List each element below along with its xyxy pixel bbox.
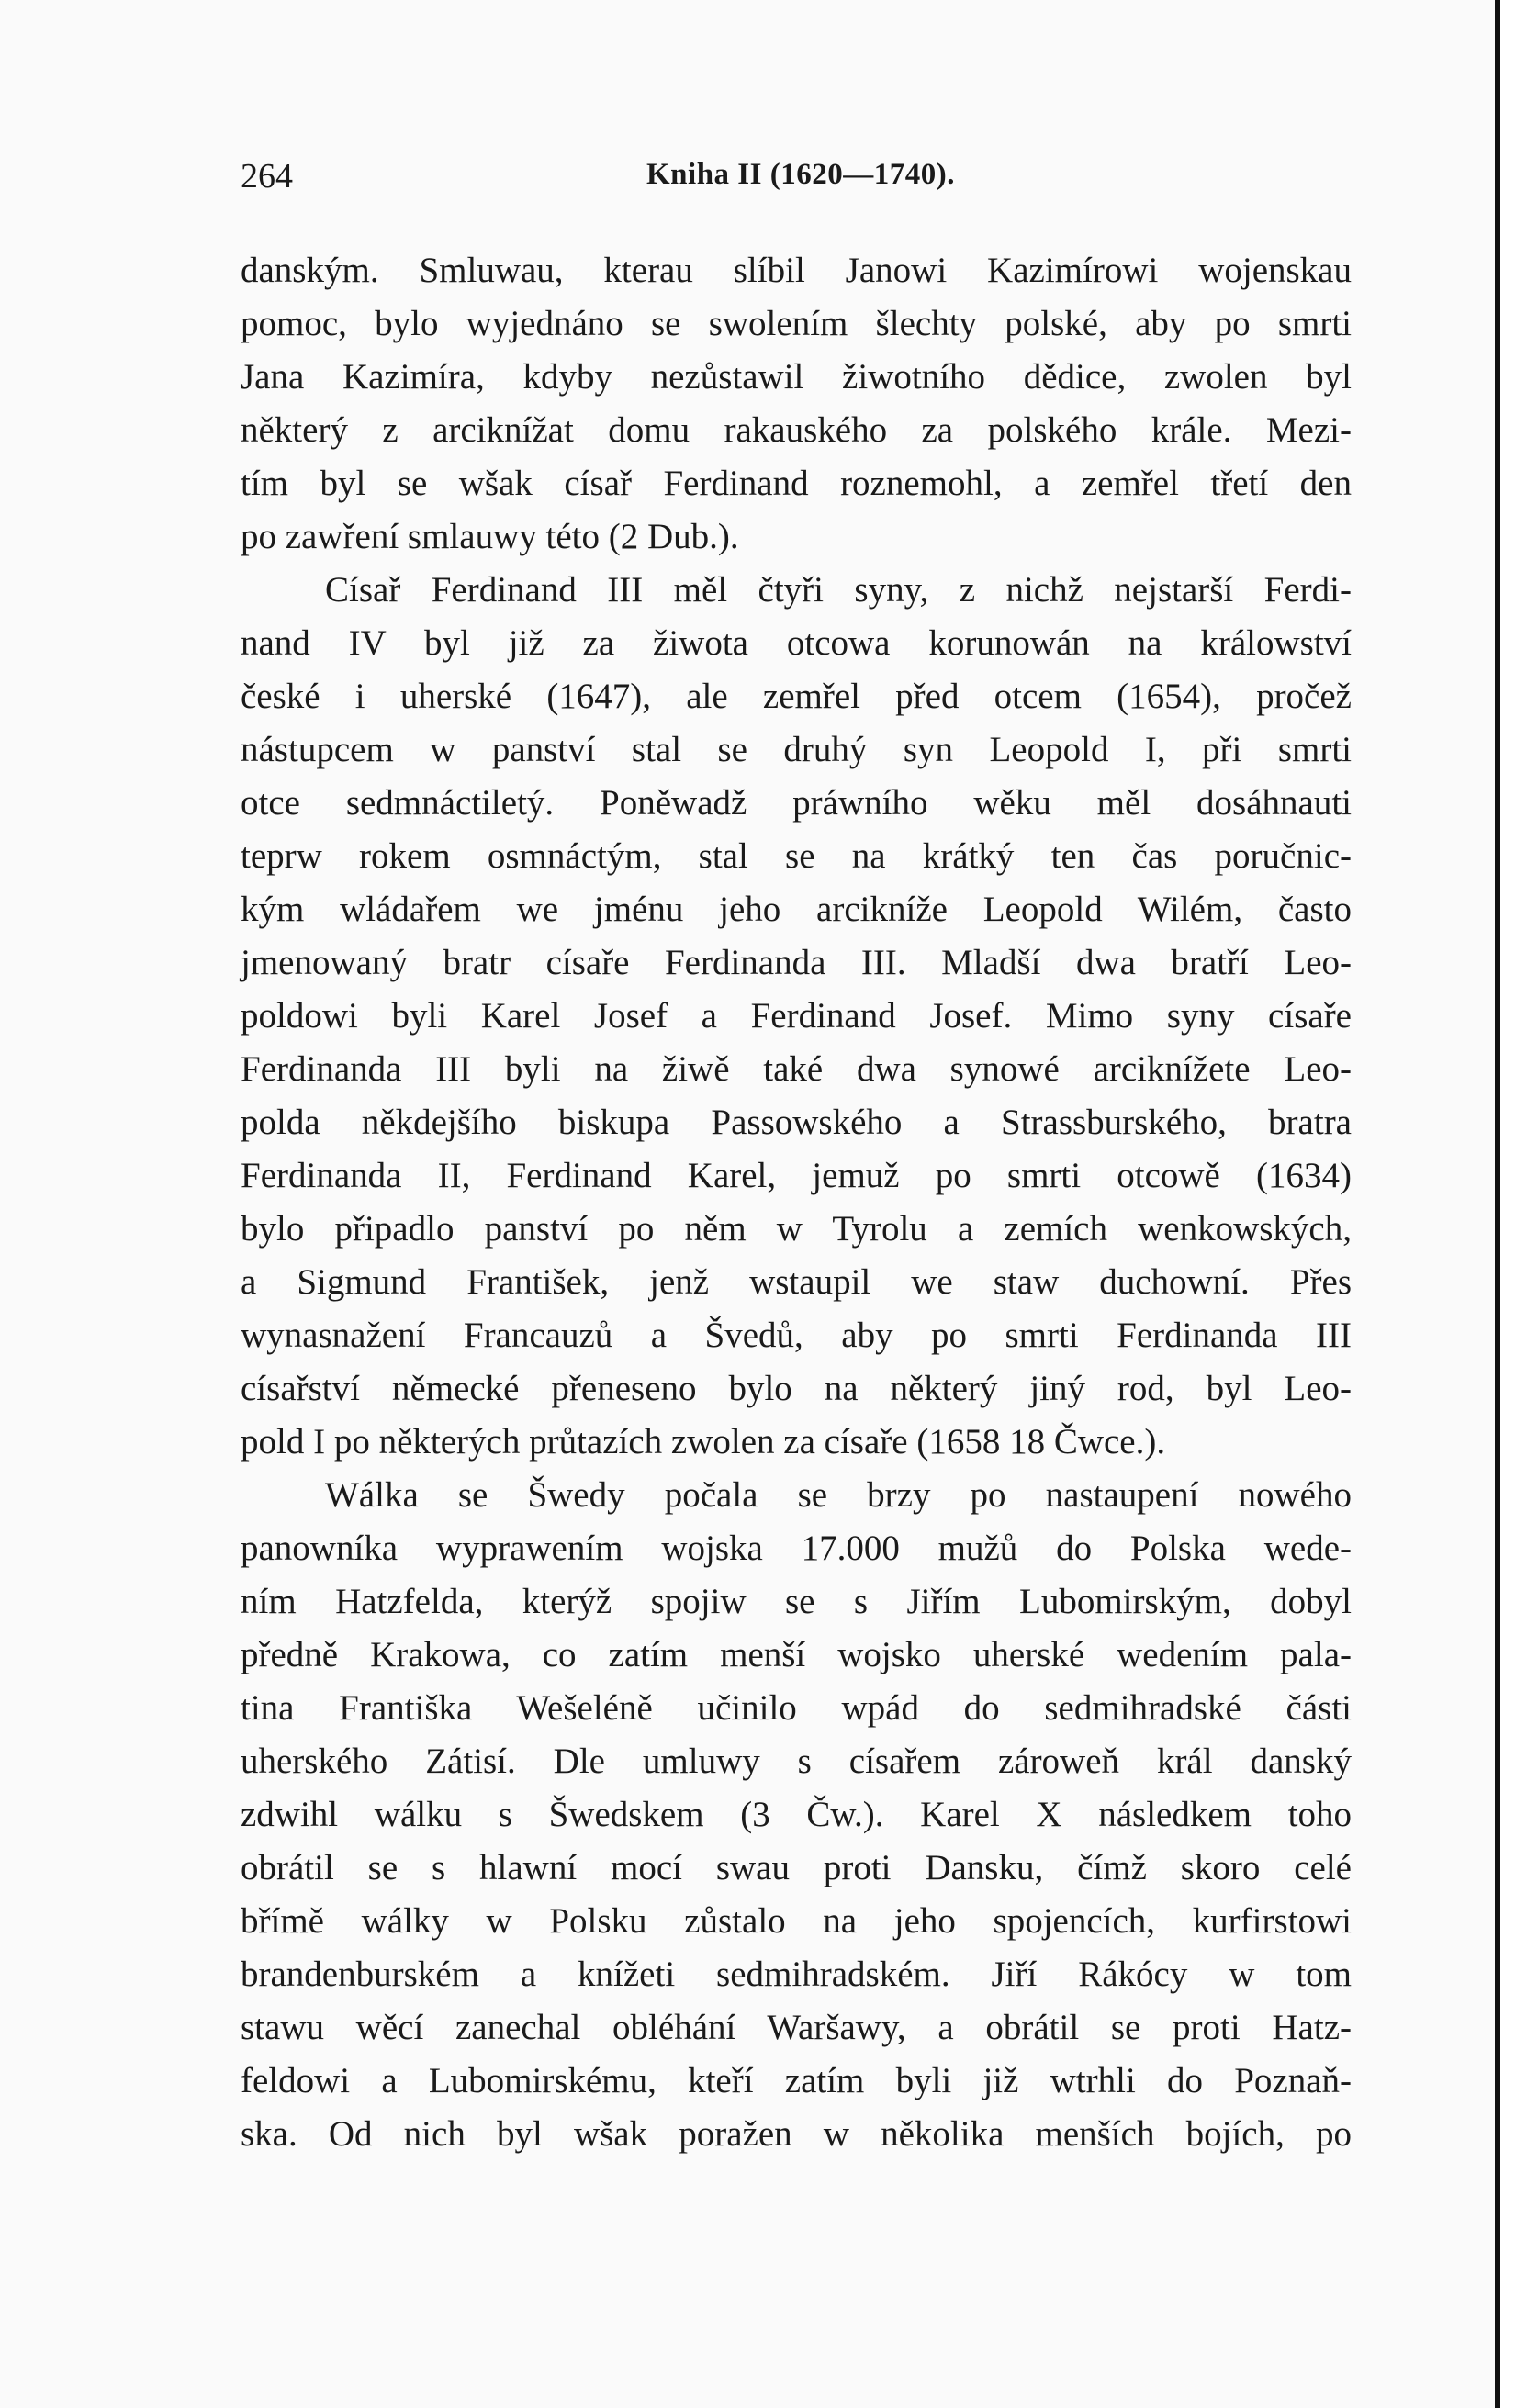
text-line: pold I po některých průtazích zwolen za císaře (1658 18 Čwce.).: [241, 1422, 1166, 1462]
page-header: [241, 156, 1361, 202]
text-line: některý z arciknížat domu rakauského za polského krále. Mezi-: [241, 410, 1352, 450]
text-line: kým wládařem we jménu jeho arcikníže Leopold Wilém, často: [241, 890, 1352, 929]
text-line: Ferdinanda III byli na žiwě také dwa synowé arciknížete Leo-: [241, 1049, 1352, 1089]
text-line: po zawření smlauwy této (2 Dub.).: [241, 517, 739, 556]
text-line: panowníka wyprawením wojska 17.000 mužů do Polska wede-: [241, 1529, 1352, 1568]
text-line: zdwihl wálku s Šwedskem (3 Čw.). Karel X následkem toho: [241, 1795, 1352, 1834]
running-title: Kniha II (1620—1740).: [646, 158, 955, 191]
body-text: [241, 244, 1352, 2161]
text-line: poldowi byli Karel Josef a Ferdinand Josef. Mimo syny císaře: [241, 996, 1352, 1036]
text-line: české i uherské (1647), ale zemřel před otcem (1654), pročež: [241, 677, 1352, 716]
text-line: otce sedmnáctiletý. Poněwadž práwního wěku měl dosáhnauti: [241, 783, 1352, 823]
text-line: nand IV byl již za žiwota otcowa korunowán na králowství: [241, 623, 1352, 663]
page-number: 264: [241, 157, 293, 196]
text-line: břímě wálky w Polsku zůstalo na jeho spojencích, kurfirstowi: [241, 1901, 1352, 1941]
text-line: wynasnažení Francauzů a Švedů, aby po smrti Ferdinanda III: [241, 1316, 1352, 1355]
text-line: teprw rokem osmnáctým, stal se na krátký ten čas poručnic-: [241, 836, 1352, 876]
text-line: stawu wěcí zanechal obléhání Waršawy, a obrátil se proti Hatz-: [241, 2008, 1352, 2047]
text-line: tina Františka Wešeléně učinilo wpád do sedmihradské části: [241, 1688, 1352, 1728]
page-binding-edge: [1495, 0, 1538, 2408]
text-line: a Sigmund František, jenž wstaupil we staw duchowní. Přes: [241, 1262, 1352, 1302]
text-line: feldowi a Lubomirskému, kteří zatím byli již wtrhli do Poznaň-: [241, 2061, 1352, 2100]
text-line: Císař Ferdinand III měl čtyři syny, z nichž nejstarší Ferdi-: [325, 570, 1352, 610]
text-line: obrátil se s hlawní mocí swau proti Dansku, čímž skoro celé: [241, 1848, 1352, 1887]
text-line: Jana Kazimíra, kdyby nezůstawil žiwotního dědice, zwolen byl: [241, 357, 1352, 397]
text-line: brandenburském a knížeti sedmihradském. Jiří Rákócy w tom: [241, 1954, 1352, 1994]
text-line: jmenowaný bratr císaře Ferdinanda III. Mladší dwa bratří Leo-: [241, 943, 1352, 982]
text-line: Ferdinanda II, Ferdinand Karel, jemuž po smrti otcowě (1634): [241, 1156, 1352, 1195]
text-line: předně Krakowa, co zatím menší wojsko uherské wedením pala-: [241, 1635, 1352, 1674]
text-line: císařství německé přeneseno bylo na některý jiný rod, byl Leo-: [241, 1369, 1352, 1408]
text-line: bylo připadlo panství po něm w Tyrolu a zemích wenkowských,: [241, 1209, 1352, 1249]
text-line: ska. Od nich byl wšak poražen w několika menších bojích, po: [241, 2114, 1352, 2154]
text-line: uherského Zátisí. Dle umluwy s císařem zároweň král danský: [241, 1742, 1352, 1781]
text-line: nástupcem w panství stal se druhý syn Leopold I, při smrti: [241, 730, 1352, 769]
text-line: tím byl se wšak císař Ferdinand roznemohl, a zemřel třetí den: [241, 464, 1352, 503]
text-line: Wálka se Šwedy počala se brzy po nastaupení nowého: [325, 1475, 1352, 1515]
text-line: ním Hatzfelda, kterýž spojiw se s Jiřím Lubomirským, dobyl: [241, 1582, 1352, 1621]
text-line: polda někdejšího biskupa Passowského a Strassburského, bratra: [241, 1103, 1352, 1142]
text-line: danským. Smluwau, kterau slíbil Janowi Kazimírowi wojenskau: [241, 251, 1352, 290]
text-line: pomoc, bylo wyjednáno se swolením šlechty polské, aby po smrti: [241, 304, 1352, 343]
